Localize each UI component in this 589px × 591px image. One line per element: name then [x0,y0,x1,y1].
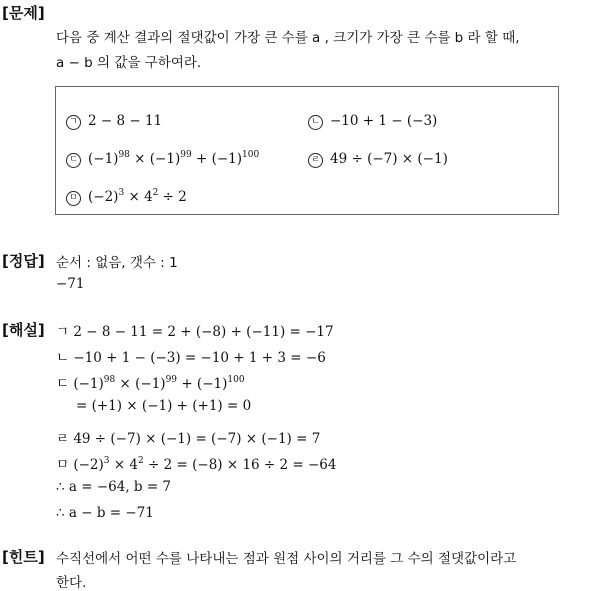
choice-4-marker: ㄹ [308,153,323,168]
choice-5-marker: ㅁ [66,191,81,206]
solution-line-4: = (+1) × (−1) + (+1) = 0 [76,398,252,414]
choice-1-expr: 2 − 8 − 11 [88,113,163,129]
choice-1-marker: ㄱ [66,115,81,130]
solution-line-3: ㄷ $(-1)^{98} \times (-1)^{99} + (-1)^{100}$ [56,375,245,392]
choice-5 [66,189,187,206]
hint-tag: [힌트] [2,548,45,566]
choice-3-expr: $(-1)^{98} \times (-1)^{99} + (-1)^{100}$ [88,150,260,167]
solution-line-6: ㅁ $(-2)^3 \times 4^2 \div 2 = (-8) \times 16 \div 2 = -64$ [56,456,337,473]
hint-line-2: 한다. [56,575,87,591]
solution-line-7: ∴ a = −64, b = 7 [56,479,172,495]
problem-line-1: 다음 중 계산 결과의 절댓값이 가장 큰 수를 a , 크기가 가장 큰 수를 b 라 할 때, [56,30,520,46]
choice-2-expr: −10 + 1 − (−3) [330,113,438,129]
choice-2 [308,113,437,130]
solution-line-8: ∴ a − b = −71 [56,505,154,521]
answer-value: −71 [56,276,85,292]
problem-line-2: a − b 의 값을 구하여라. [56,55,202,71]
problem-tag: [문제] [2,4,45,22]
answer-tag: [정답] [2,252,45,270]
choice-4 [308,151,448,168]
choice-4-expr: 49 ÷ (−7) × (−1) [330,151,448,167]
hint-line-1: 수직선에서 어떤 수를 나타내는 점과 원점 사이의 거리를 그 수의 절댓값이라고 [56,551,517,567]
choice-1 [66,113,162,130]
solution-line-2: ㄴ −10 + 1 − (−3) = −10 + 1 + 3 = −6 [56,350,326,366]
answer-line-1: 순서 : 없음, 갯수 : 1 [56,255,178,271]
solution-line-1: ㄱ 2 − 8 − 11 = 2 + (−8) + (−11) = −17 [56,324,334,340]
choice-2-marker: ㄴ [308,115,323,130]
solution-tag: [해설] [2,321,45,339]
choice-5-expr: $(-2)^3 \times 4^2 \div 2$ [88,188,187,205]
choice-3-marker: ㄷ [66,153,81,168]
choice-3 [66,151,259,168]
solution-line-5: ㄹ 49 ÷ (−7) × (−1) = (−7) × (−1) = 7 [56,431,321,447]
